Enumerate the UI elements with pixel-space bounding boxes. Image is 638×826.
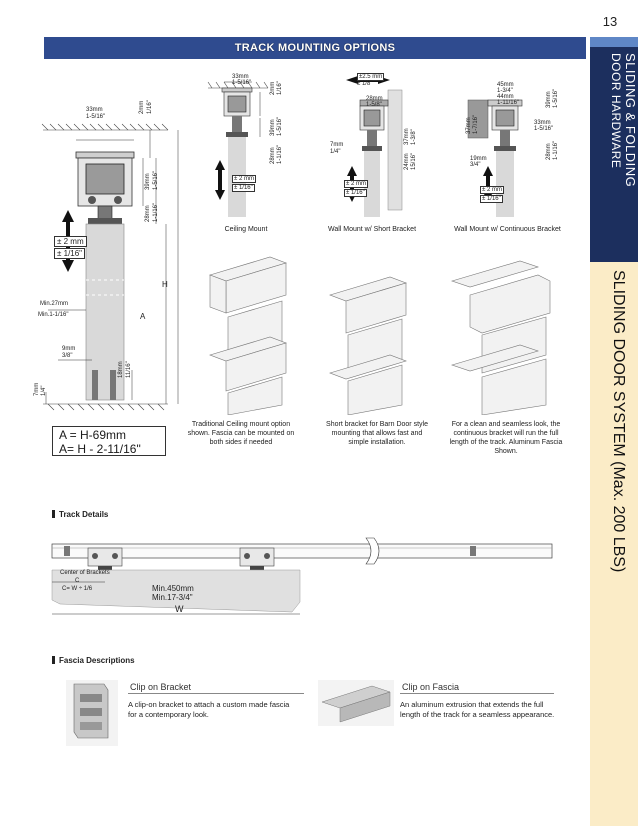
ceiling-dim-body: 39mm: [270, 119, 276, 136]
track-details-heading: [52, 510, 108, 519]
continuous-dim-bracket-in: 1-7/16": [473, 114, 479, 134]
trolley-wheel-left: [88, 196, 96, 204]
track-details-diagram: [50, 534, 555, 620]
continuous-dim-offset: 19mm: [470, 156, 487, 162]
hanger-plate: [88, 218, 122, 224]
short-bracket-adjust-in: ± 1/16": [346, 190, 365, 196]
short-bracket-lateral-adjust-in: ± 1/8": [357, 81, 373, 87]
floor-guide-right: [110, 370, 116, 400]
c-label: C: [75, 578, 80, 584]
guide-width-dim: 9mm: [62, 346, 76, 352]
track-section-diagram: [28, 60, 188, 420]
adjust-range-in: ± 1/16": [54, 248, 85, 259]
trolley-carriage: [86, 164, 124, 194]
continuous-dim-bracket: 37mm: [466, 117, 472, 134]
continuous-dim-track-in: 1-11/16": [497, 100, 520, 106]
clip-on-bracket-text: A clip-on bracket to attach a custom made fascia for a contemporary look.: [128, 700, 290, 719]
continuous-bracket-caption: Wall Mount w/ Continuous Bracket: [454, 226, 561, 233]
short-bracket-dim-body: 37mm: [404, 128, 410, 145]
adjust-range-mm: ± 2 mm: [54, 236, 87, 247]
short-bracket-description: Short bracket for Barn Door style mounting that allows fast and simple installation.: [326, 421, 428, 446]
clip-on-fascia-title: Clip on Fascia: [402, 682, 460, 692]
body-height-dim: 39mm: [145, 173, 151, 190]
ceiling-dim-width-in: 1-5/16": [232, 80, 252, 86]
short-bracket-dim-gap-in: 1/4": [330, 149, 341, 155]
clip-on-bracket-rule: [128, 693, 304, 694]
guide-height-dim-in: 11/16": [126, 361, 132, 378]
short-bracket-adjust-mm: ± 2 mm: [346, 181, 366, 187]
continuous-dim-offset-in: 3/4": [470, 162, 481, 168]
continuous-dim-height: 39mm: [546, 91, 552, 108]
floor-gap-dim-in: 1/4": [41, 385, 47, 396]
floor-gap-dim: 7mm: [34, 382, 40, 396]
short-bracket-lateral-adjust: ±2.5 mm: [359, 74, 383, 80]
min-gap-dim: Min.27mm: [40, 301, 69, 307]
sidebar-category-label: [609, 53, 638, 187]
height-formula-box: [52, 426, 166, 456]
ceiling-dim-top: 2mm: [270, 81, 276, 95]
sidebar-category-line2: DOOR HARDWARE: [609, 53, 623, 169]
short-bracket-dim-lower-in: 15/16": [411, 152, 417, 170]
short-bracket-caption: Wall Mount w/ Short Bracket: [327, 226, 417, 233]
clip-on-fascia-rule: [400, 693, 554, 694]
continuous-adjust-mm: ± 2 mm: [482, 187, 502, 193]
ceiling-dim-mid-in: 1-1/16": [277, 144, 283, 164]
clip-on-fascia-text: An aluminum extrusion that extends the full length of the track for a seamless appearance.: [400, 700, 555, 719]
section-banner: TRACK MOUNTING OPTIONS: [44, 37, 586, 59]
continuous-dim-height-in: 1-5/16": [553, 88, 559, 108]
continuous-dim-body: 33mm: [534, 120, 551, 126]
short-bracket-dim-width: 28mm: [366, 96, 383, 102]
ceiling-dim-body-in: 1-5/16": [277, 116, 283, 136]
clip-on-bracket-title: Clip on Bracket: [130, 682, 192, 692]
sidebar-accent-strip: [590, 37, 638, 47]
sidebar-product-title: SLIDING DOOR SYSTEM (Max. 200 LBS): [610, 270, 627, 573]
height-h-label: H: [162, 280, 168, 289]
continuous-dim-lower: 28mm: [546, 143, 552, 160]
short-bracket-dim-gap: 7mm: [330, 142, 344, 148]
c-formula: C= W ÷ 1/6: [62, 586, 93, 592]
top-height-dim-in: 1/16": [147, 100, 153, 114]
continuous-dim-track: 44mm: [497, 94, 514, 100]
min-length-mm: Min.450mm: [152, 584, 194, 593]
ceiling-hatch: [42, 124, 168, 130]
formula-metric: A = H-69mm: [59, 428, 127, 442]
ceiling-dim-width: 33mm: [232, 74, 249, 80]
sidebar-category-tab: [590, 37, 638, 262]
short-bracket-dim-width-in: 1-5/8": [366, 102, 382, 108]
clip-on-bracket-image: [64, 678, 120, 748]
fascia-heading: [52, 656, 135, 665]
top-width-dim: 33mm: [86, 107, 103, 113]
sidebar-category-line1: SLIDING & FOLDING: [623, 53, 638, 188]
door-width-label: W: [175, 604, 184, 614]
guide-height-dim: 18mm: [118, 361, 124, 378]
ceiling-adjust-in: ± 1/16": [234, 185, 253, 191]
sidebar-product-tab: [590, 262, 638, 826]
top-width-dim-in: 1-5/16": [86, 114, 106, 120]
continuous-adjust-in: ± 1/16": [482, 196, 501, 202]
ceiling-dim-top-in: 1/16": [277, 81, 283, 95]
page-number: 13: [602, 14, 618, 29]
min-gap-dim-in: Min.1-1/16": [38, 312, 69, 318]
floor-guide-left: [92, 370, 98, 400]
short-bracket-dim-lower: 24mm: [404, 153, 410, 170]
ceiling-mount-description: Traditional Ceiling mount option shown. Fascia can be mounted on both sides if needed: [187, 421, 295, 446]
guide-width-dim-in: 3/8": [62, 353, 73, 359]
mid-height-dim-in: 1-1/16": [153, 202, 159, 222]
trolley-wheel-right: [114, 196, 122, 204]
ceiling-mount-caption: Ceiling Mount: [224, 226, 268, 233]
track-top-plate: [76, 152, 134, 158]
formula-imperial: A= H - 2-11/16": [59, 442, 141, 456]
ceiling-adjust-mm: ± 2 mm: [234, 176, 254, 182]
body-height-dim-in: 1-5/16": [153, 170, 159, 190]
continuous-bracket-description: For a clean and seamless look, the continuous bracket will run the full length of the track. Aluminum Fascia Shown.: [449, 421, 563, 455]
heading-marker-icon: [52, 656, 55, 664]
continuous-dim-lower-in: 1-1/16": [553, 140, 559, 160]
fascia-heading-text: Fascia Descriptions: [59, 656, 135, 665]
track-details-heading-text: Track Details: [59, 510, 109, 519]
continuous-dim-overall: 45mm: [497, 82, 514, 88]
top-height-dim: 2mm: [139, 100, 145, 114]
clip-on-fascia-image: [318, 680, 394, 726]
hanger-bolt: [98, 206, 112, 220]
short-bracket-dim-body-in: 1-3/8": [411, 129, 417, 145]
center-of-brackets-label: Center of Brackets: [60, 570, 110, 576]
min-length-in: Min.17-3/4": [152, 593, 193, 602]
heading-marker-icon: [52, 510, 55, 518]
mounting-3d-illustrations: [190, 255, 580, 415]
height-a-label: A: [140, 312, 146, 321]
ceiling-dim-mid: 28mm: [270, 147, 276, 164]
mid-height-dim: 28mm: [145, 205, 151, 222]
continuous-dim-body-in: 1-5/16": [534, 126, 554, 132]
continuous-dim-overall-in: 1-3/4": [497, 88, 513, 94]
floor-hatch: [43, 404, 168, 410]
